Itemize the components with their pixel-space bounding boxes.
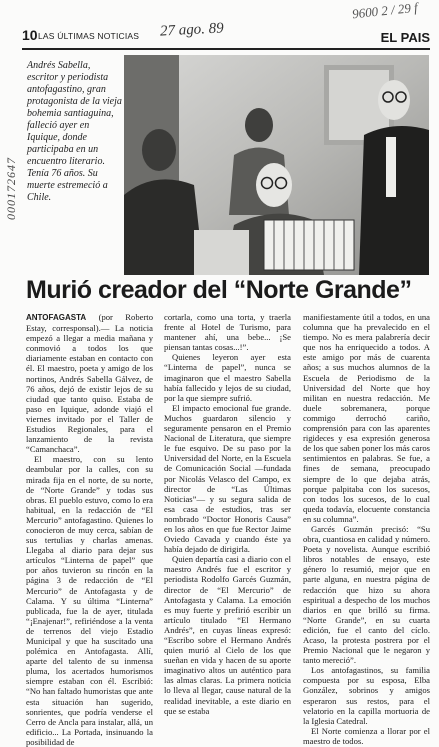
article-paragraph: Los antofagastinos, su familia compuesta por su esposa, Elba González, sobrinos y amigos esperaron sus restos, para el velatorio en la capilla mortuoria de la Iglesia Catedral. xyxy=(303,665,430,726)
article-paragraph: El impacto emocional fue grande. Muchos guardaron silencio y seguramente pensaron en el Premio Nacional de Literatura, que siempre le fue esquivo. De su paso por la Universidad del Norte, en la Escuela de Comunicación Social —fundada por Nicolás Velasco del Campo, ex director de “Las Últimas Noticias”— y su segura salida de esa casa de estudios, tras ser nombrado “Doctor Honoris Causa” en los años en que fue Rector Jaime Oviedo Cavada y cuando éste ya había dejado de dirigirla. xyxy=(164,402,291,555)
photo-illustration xyxy=(124,55,429,275)
page-number: 10 xyxy=(22,27,38,43)
article-headline: Murió creador del “Norte Grande” xyxy=(26,276,412,304)
article-paragraph: El maestro, con su lento deambular por la calles, con su mirada fija en el norte, de su norte, de “Norte Grande” y todas sus obras. El pueblo estuvo, como lo era habitual, en la redacción de “El Mercurio” antofagastino. Quienes lo conocieron de muy cerca, sabían de sus tertulias y charlas amenas. Llegaba al diario para dejar sus artículos “Linterna de papel” que por años tuvieron su rincón en la página 3 de redacción de “El Mercurio” de Antofagasta y de Calama. Y su última “Linterna” publicada, fue la de ayer, titulada “¡Enajenar!”, refiriéndose a la venta de terrenos del viejo Estadio Municipal y que ha suscitado una polémica en Antofagasta. Allí, aparte del talento de su inmensa pluma, los acertados humorismos siempre estaban con él. Escribió: “No han faltado humoristas que ante esta situación han sugerido, sonrientes, que podría venderse el Cerro de Ancla para instalar, allá, un edificio... La Portada, insinuando la posibilidad de xyxy=(26,454,153,747)
handwritten-archive-number: 9600 2 / 29 f xyxy=(351,0,419,22)
article-paragraph: Quienes leyeron ayer esta “Linterna de papel”, nunca se imaginaron que el maestro Sabella había fallecido y lejos de su ciudad, por la que siempre sufrió. xyxy=(164,352,291,403)
article-paragraph xyxy=(26,312,153,454)
page-header xyxy=(22,20,430,46)
article-paragraph: cortarla, como una torta, y traerla frente al Hotel de Turismo, para mantener ahí, una bebe... ¡Se piensan tantas cosas...!”. xyxy=(164,312,291,353)
article-paragraph: Quien departía casi a diario con el maestro Andrés fue el escritor y periodista Rodolfo Garcés Guzmán, director de “El Mercurio” de Antofagasta y Calama. La emoción es muy fuerte y prefirió escribir un artículo titulado “El Hermano Andrés”, en cuyas líneas expresó: “Escribo sobre el Hermano Andrés quien murió al Cielo de los que sueñan en vida y hacen de su aporte imaginativo altos un auténtico para las almas claras. La primera noticia lo lleva al llegar, cause natural de la realidad inevitable, a este diario en que se estaba xyxy=(164,554,291,716)
article-dateline: ANTOFAGASTA xyxy=(26,313,87,322)
article-paragraph-text: (por Roberto Estay, corresponsal).— La noticia empezó a llegar a media mañana y conmovió a todos los que diariamente estaban en contacto con él. El maestro, poeta y amigo de los nortinos, Andrés Sabella Gálvez, de 76 años, dejó de existir lejos de su ciudad que tanto quiso. Estaba de paso en Iquique, adonde viajó el viernes invitado por el Taller de Estudios Regionales, para el lanzamiento de la revista “Camanchaca”. xyxy=(26,312,153,455)
handwritten-date: 27 ago. 89 xyxy=(159,20,225,40)
article-body xyxy=(26,312,430,747)
article-column-3 xyxy=(303,312,430,746)
handwritten-side-code xyxy=(2,80,16,220)
article-paragraph: Garcés Guzmán precisó: “Su obra, cuantiosa en calidad y número. Poeta y novelista. Aunque escribió libros notables de ensayo, este género lo resumió, mejor que en parte alguna, en nuestra página de redacción que hizo su ahora espiritual a despecho de los muchos diarios en que brilló su firma. “Norte Grande”, en su cuarta edición, fue el canto del cíclo. Acaso, la protesta postrera por el Premio Nacional que le negaron y tanto mereció”. xyxy=(303,523,430,666)
article-column-1 xyxy=(26,312,153,747)
section-name: EL PAIS xyxy=(380,30,430,45)
news-photo xyxy=(124,55,429,275)
photo-caption: Andrés Sabella, escritor y periodista antofagastino, gran protagonista de la vieja bohemia santiaguina, falleció ayer en Iquique, donde participaba en un encuentro literario. Tenía 76 años. Su muerte estremeció a Chile. xyxy=(27,60,122,203)
handwritten-side-code-text: 000172647 xyxy=(4,157,18,220)
article-column-2 xyxy=(164,312,291,716)
header-rule xyxy=(22,48,430,50)
article-paragraph: El Norte comienza a llorar por el maestro de todos. xyxy=(303,725,430,746)
newspaper-name: LAS ÚLTIMAS NOTICIAS xyxy=(38,31,140,41)
article-paragraph: manifiestamente útil a todos, en una columna que ha prevalecido en el tiempo. No es mera palabrería decir que nos ha enriquecido a todos. A este amigo por más de cuarenta años; a sus muchos alumnos de la Escuela de Periodismo de la Universidad del Norte que hoy militan en nuestra redacción. Me duele sobremanera, porque commigo derrochó cariño, comprensión para con las aparentes rigideces y esa expresión generosa de los que saben poner los más caros sentimientos en palabras. Se fue, a fines de semana, preocupado siempre de lo que dejaba atrás, porque palpitaba con los sucesos, con todos los sucesos, de lo cual queda todavía, elocuente constancia en su columna”. xyxy=(303,312,430,524)
